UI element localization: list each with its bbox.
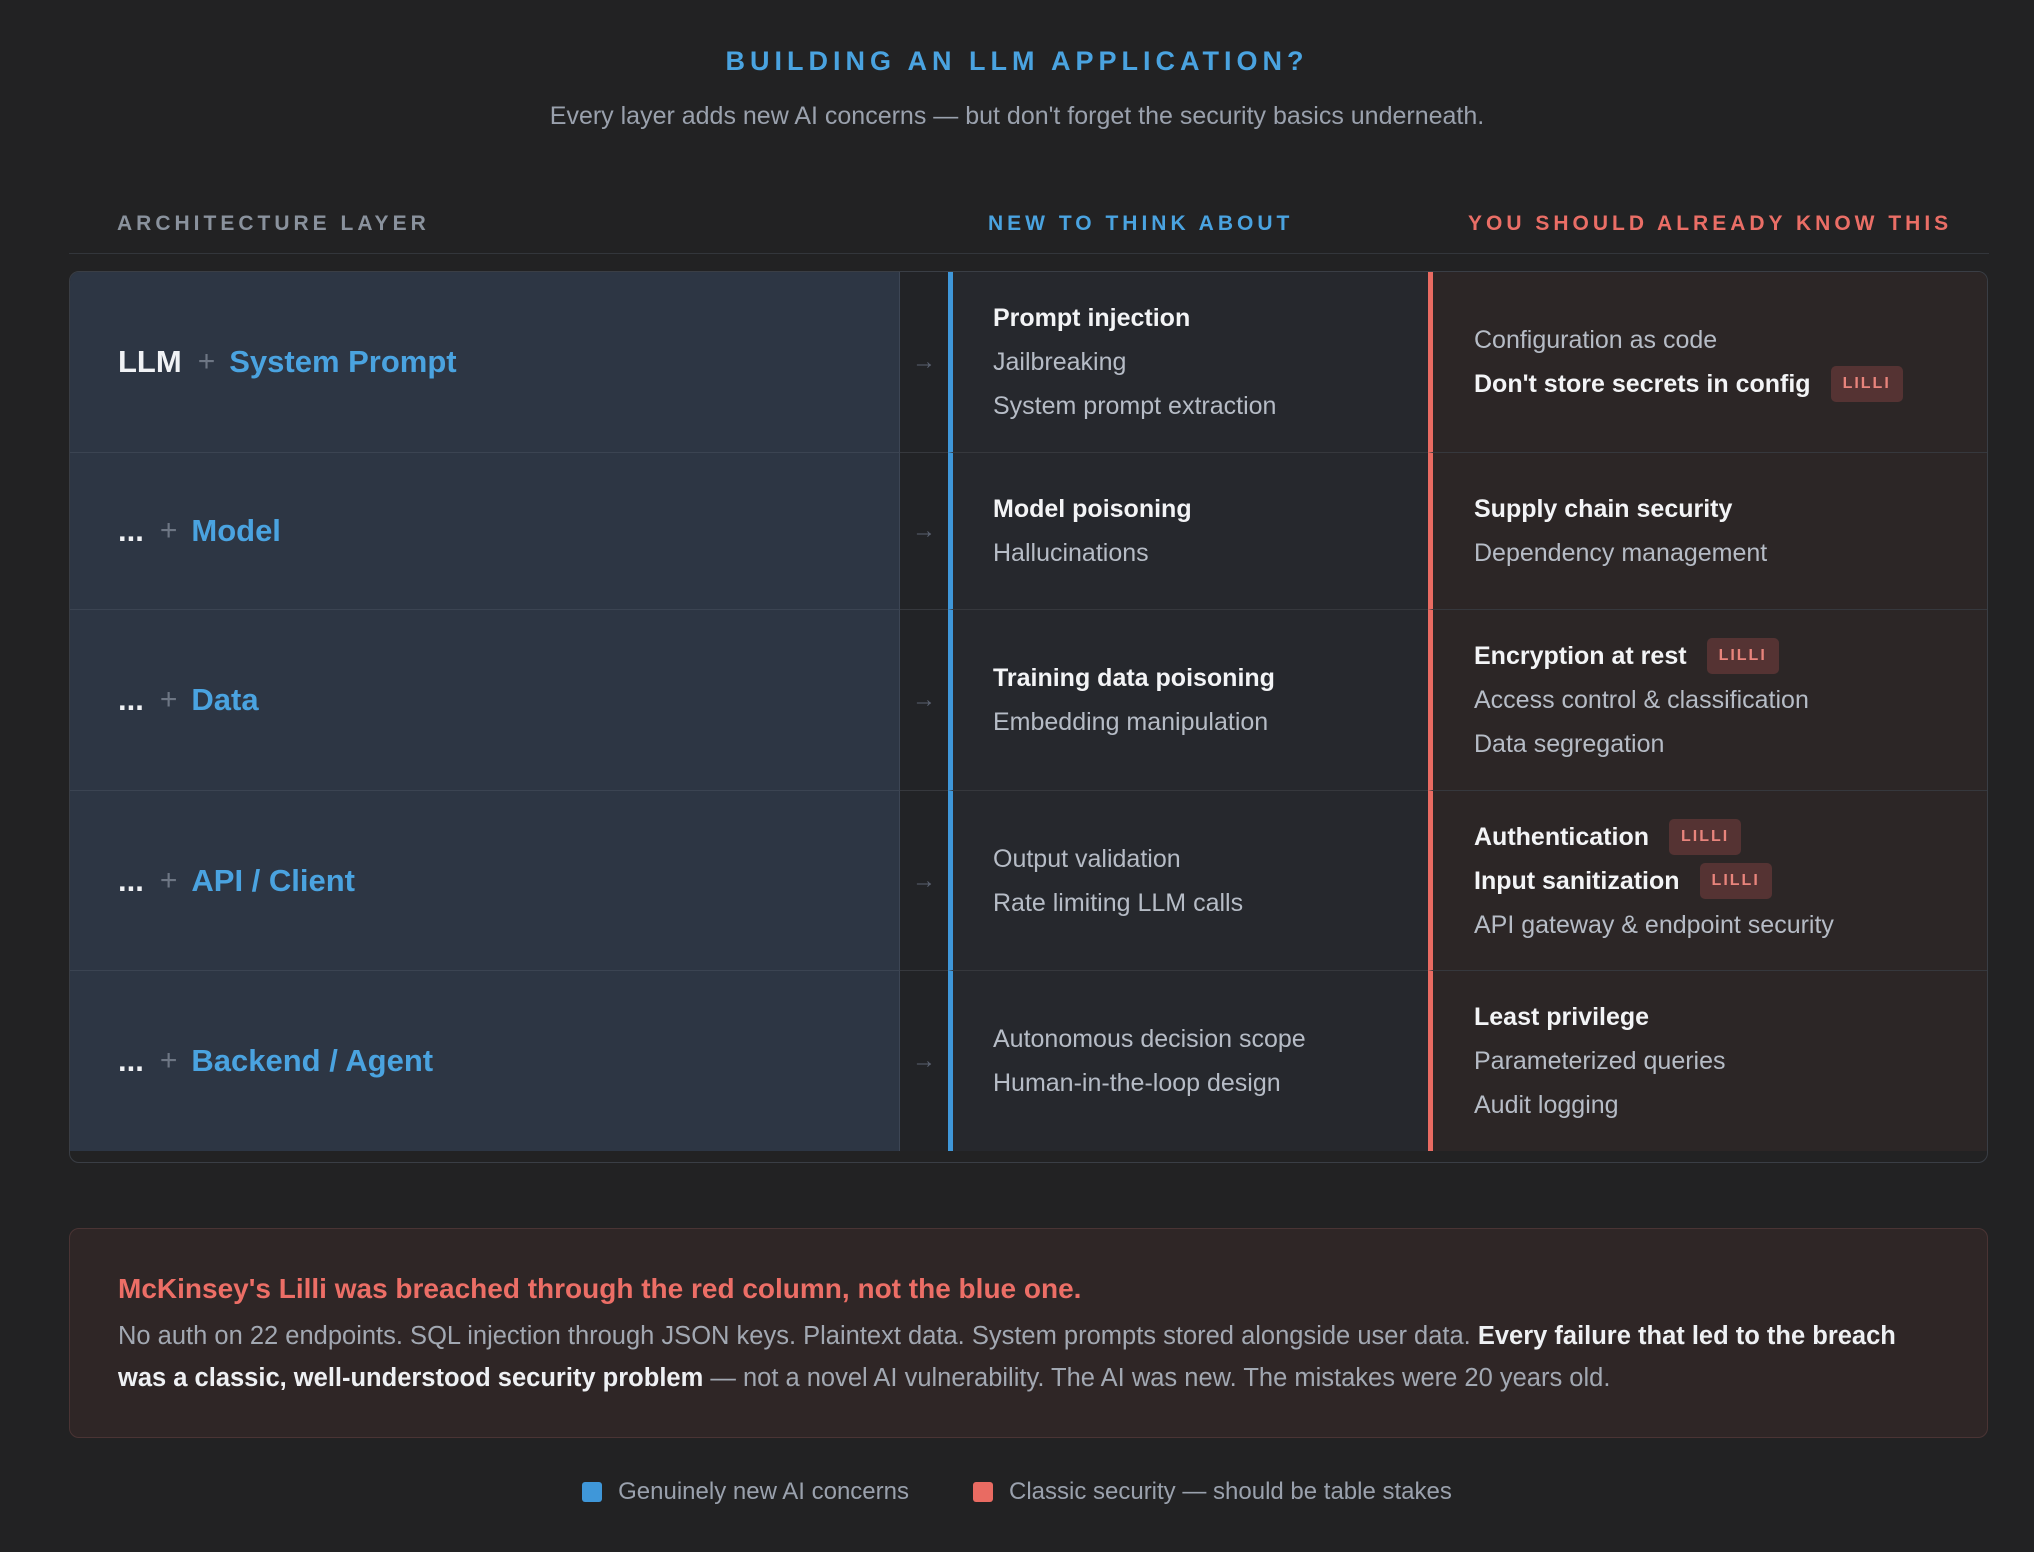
layer-name: Backend / Agent <box>191 1043 434 1078</box>
new-concerns-list <box>993 837 1243 925</box>
architecture-layer-cell <box>70 452 900 609</box>
arrow-cell <box>900 452 948 609</box>
architecture-layer-cell <box>70 609 900 790</box>
new-concerns-cell <box>948 272 1428 452</box>
layer-label <box>118 1043 433 1079</box>
plus-icon: + <box>159 514 178 547</box>
layer-table <box>69 271 1988 1163</box>
new-concerns-list <box>993 487 1192 575</box>
layer-name: Model <box>191 513 281 548</box>
layer-prefix: LLM <box>118 344 182 379</box>
callout-title: McKinsey's Lilli was breached through the red column, not the blue one. <box>118 1273 1082 1304</box>
new-concern-item: Prompt injection <box>993 304 1191 332</box>
known-security-list <box>1474 487 1767 575</box>
lilli-badge: LILLI <box>1700 863 1772 899</box>
known-security-item-text: Supply chain security <box>1474 495 1733 523</box>
callout-body <box>118 1315 1948 1399</box>
new-concern-item: Rate limiting LLM calls <box>993 888 1244 917</box>
known-security-item-text: Don't store secrets in config <box>1474 370 1811 398</box>
known-security-item <box>1474 634 1809 678</box>
callout-body-emphasis: Every failure that led to the breach was a classic, well-understood security problem <box>118 1322 1896 1392</box>
known-security-list <box>1474 634 1809 766</box>
layer-name: API / Client <box>191 862 356 898</box>
table-row <box>70 609 1988 790</box>
new-concern-item: Autonomous decision scope <box>993 1025 1306 1053</box>
layer-name: System Prompt <box>229 344 457 379</box>
plus-icon: + <box>159 863 178 897</box>
legend-item <box>582 1478 909 1506</box>
known-security-item-text: Parameterized queries <box>1474 1047 1726 1075</box>
known-security-item <box>1474 531 1767 575</box>
table-row <box>70 970 1988 1151</box>
known-security-list <box>1474 815 1834 947</box>
known-security-item-text: Least privilege <box>1474 1003 1650 1031</box>
layer-prefix: ... <box>118 862 144 898</box>
lilli-badge: LILLI <box>1707 638 1779 674</box>
layer-prefix: ... <box>118 682 144 717</box>
architecture-layer-cell <box>70 970 900 1151</box>
known-security-cell <box>1428 452 1988 609</box>
layer-name: Data <box>191 682 259 717</box>
known-security-item-text: API gateway & endpoint security <box>1474 910 1834 939</box>
known-security-item <box>1474 1039 1726 1083</box>
legend-swatch <box>973 1482 993 1502</box>
known-security-item-text: Access control & classification <box>1474 686 1809 714</box>
table-row <box>70 272 1988 452</box>
arrow-right-icon: → <box>912 348 936 375</box>
new-concern-item: Embedding manipulation <box>993 708 1269 736</box>
arrow-right-icon: → <box>912 866 936 894</box>
header-divider <box>69 253 1989 254</box>
legend-swatch <box>582 1482 602 1502</box>
arrow-right-icon: → <box>912 517 936 544</box>
known-security-item-text: Dependency management <box>1474 539 1768 567</box>
new-concern-item: Jailbreaking <box>993 348 1127 376</box>
known-security-cell <box>1428 970 1988 1151</box>
layer-label <box>118 863 355 899</box>
known-security-item <box>1474 903 1834 947</box>
new-concern-item: Hallucinations <box>993 539 1149 567</box>
known-security-item <box>1474 995 1726 1039</box>
new-concern-item: Training data poisoning <box>993 664 1275 692</box>
column-header-architecture: ARCHITECTURE LAYER <box>117 212 430 235</box>
arrow-cell <box>900 609 948 790</box>
legend-label: Classic security — should be table stakes <box>1008 1478 1452 1505</box>
arrow-right-icon: → <box>912 1047 936 1074</box>
architecture-layer-cell <box>70 790 900 970</box>
page-subtitle: Every layer adds new AI concerns — but don't forget the security basics underneath. <box>549 102 1485 130</box>
known-security-item <box>1474 678 1809 722</box>
lilli-badge: LILLI <box>1831 366 1903 402</box>
known-security-item <box>1474 859 1834 903</box>
legend-label: Genuinely new AI concerns <box>618 1478 909 1505</box>
known-security-cell <box>1428 609 1988 790</box>
known-security-item <box>1474 318 1903 362</box>
table-row <box>70 790 1988 970</box>
new-concern-item: Output validation <box>993 844 1181 873</box>
layer-prefix: ... <box>118 513 144 548</box>
callout-body-start: No auth on 22 endpoints. SQL injection through JSON keys. Plaintext data. System prompts stored alongside user data. <box>118 1322 1478 1350</box>
known-security-item-text: Data segregation <box>1474 730 1665 758</box>
known-security-item <box>1474 722 1809 766</box>
known-security-item <box>1474 487 1767 531</box>
new-concerns-cell <box>948 970 1428 1151</box>
known-security-item-text: Encryption at rest <box>1474 642 1687 670</box>
known-security-item <box>1474 362 1903 406</box>
new-concern-item: Model poisoning <box>993 495 1192 523</box>
known-security-item-text: Configuration as code <box>1474 326 1718 354</box>
new-concerns-cell <box>948 452 1428 609</box>
legend-item <box>973 1478 1452 1506</box>
column-header-known: YOU SHOULD ALREADY KNOW THIS <box>1468 212 1953 235</box>
plus-icon: + <box>197 345 216 378</box>
new-concerns-list <box>993 296 1276 428</box>
known-security-item-text: Input sanitization <box>1474 866 1680 895</box>
layer-prefix: ... <box>118 1043 144 1078</box>
callout-body-end: — not a novel AI vulnerability. The AI was new. The mistakes were 20 years old. <box>703 1364 1611 1392</box>
arrow-cell <box>900 272 948 452</box>
new-concern-item: Human-in-the-loop design <box>993 1069 1281 1097</box>
legend <box>0 1478 2034 1506</box>
column-header-new: NEW TO THINK ABOUT <box>988 212 1294 235</box>
known-security-list <box>1474 318 1903 406</box>
lilli-badge: LILLI <box>1669 819 1741 855</box>
new-concerns-cell <box>948 790 1428 970</box>
new-concerns-cell <box>948 609 1428 790</box>
known-security-item-text: Authentication <box>1474 822 1649 851</box>
plus-icon: + <box>159 683 178 716</box>
new-concern-item: System prompt extraction <box>993 392 1277 420</box>
known-security-item-text: Audit logging <box>1474 1091 1619 1119</box>
known-security-list <box>1474 995 1726 1127</box>
architecture-layer-cell <box>70 272 900 452</box>
known-security-item <box>1474 1083 1726 1127</box>
table-row <box>70 452 1988 609</box>
layer-label <box>118 344 457 380</box>
plus-icon: + <box>159 1044 178 1077</box>
page-title: BUILDING AN LLM APPLICATION? <box>725 46 1309 76</box>
arrow-cell <box>900 970 948 1151</box>
layer-label <box>118 513 281 549</box>
breach-callout <box>69 1228 1988 1438</box>
arrow-cell <box>900 790 948 970</box>
arrow-right-icon: → <box>912 686 936 713</box>
new-concerns-list <box>993 656 1275 744</box>
known-security-cell <box>1428 790 1988 970</box>
layer-label <box>118 682 259 718</box>
known-security-item <box>1474 815 1834 859</box>
known-security-cell <box>1428 272 1988 452</box>
new-concerns-list <box>993 1017 1306 1105</box>
